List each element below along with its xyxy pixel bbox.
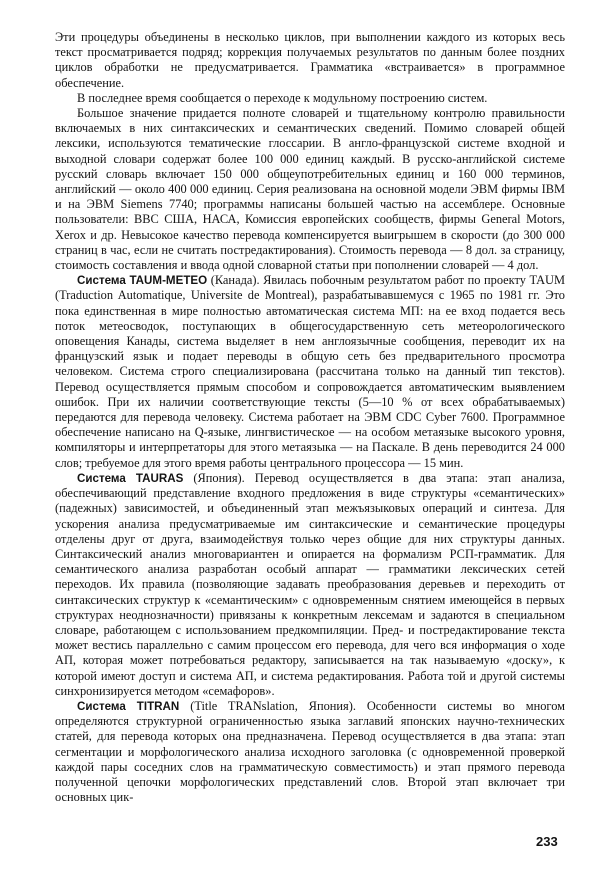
paragraph-text: (Title TRANslation, Япония). Особенности системы во многом определяются структурной ограниченностью языка заглавий японских научно-технических статей, для перевода которых она предназначена. Перевод осуществляется в два этапа: этап сегментации и морфологического анализа исходного заголовка (с одновременной проверкой каждой пары соседних слов на грамматическую совместимость) и этап прямого перевода полученной цепочки морфологических представлений слов. Второй этап включает три основных цик- bbox=[55, 698, 565, 805]
paragraph bbox=[55, 30, 565, 91]
paragraph-taum-meteo bbox=[55, 273, 565, 471]
page-number: 233 bbox=[536, 834, 558, 849]
body-text bbox=[55, 30, 565, 805]
system-title-tauras: Система TAURAS bbox=[77, 471, 184, 485]
paragraph-text: (Япония). Перевод осуществляется в два этапа: этап анализа, обеспечивающий представление входного предложения в виде структуры «семантических» (падежных) зависимостей, и объединенный этап межъязыковых операций и синтеза. Для ускорения анализа предусматриваемые им синтаксические и семантические процедуры отделены друг от друга, взаимодействуя только через общие для них структуры данных. Синтаксический анализ многовариантен и опирается на формализм РСП-грамматик. Для семантического анализа разработан особый аппарат — грамматики лексических сетей переходов. Их правила (позволяющие задавать преобразования деревьев и переходить от синтаксических структур к «семантическим» с одновременным снятием имеющейся в первых структурах неоднозначности) привязаны к конкретным лексемам и задаются в специальном словаре, работающем с использованием предкомпиляции. Пред- и постредактирование текста может вестись параллельно с самим процессом его перевода, для чего вся информация о ходе АП, которая может потребоваться редактору, записывается на так называемую «доску», к которой имеют доступ и система АП, и система редактирования. Работа той и другой системы синхронизируется методом «семафоров». bbox=[55, 470, 565, 698]
system-title-titran: Система TITRAN bbox=[77, 699, 180, 713]
paragraph-text: Эти процедуры объединены в несколько циклов, при выполнении каждого из которых весь текст просматривается подряд; коррекция получаемых результатов по данным более поздних циклов обработки не предусматривается. Грамматика «встраивается» в программное обеспечение. bbox=[55, 30, 565, 90]
paragraph-text: В последнее время сообщается о переходе к модульному построению систем. bbox=[77, 90, 488, 105]
system-title-taum-meteo: Система TAUM-METEO bbox=[77, 274, 208, 288]
paragraph bbox=[55, 91, 565, 106]
paragraph-text: Большое значение придается полноте словарей и тщательному контролю правильности включаемых в них синтаксических и семантических сведений. Помимо словарей общей лексики, используются тематические глоссарии. В англо-французской системе входной и выходной словари содержат более 100 000 единиц каждый. В русско-английской системе русский словарь включает 150 000 общеупотребительных единиц и 160 000 терминов, английский — около 400 000 единиц. Серия реализована на основной модели ЭВМ фирмы IBM и на ЭВМ Siemens 7740; программы написаны большей частью на ассемблере. Основные пользователи: ВВС США, НАСА, Комиссия европейских сообществ, фирмы General Motors, Xerox и др. Невысокое качество перевода компенсируется выигрышем в скорости (до 300 000 страниц в час, если не считать постредактирования). Стоимость перевода — 8 дол. за страницу, стоимость составления и ввода одной словарной статьи при пополнении словарей — 4 дол. bbox=[55, 106, 565, 273]
paragraph-text: (Канада). Явилась побочным результатом работ по проекту TAUM (Traduction Automatique, Universite de Montreal), разрабатывавшемуся с 1965 по 1981 гг. Это пока единственная в мире полностью автоматическая система МП: на ее вход подается весь поток метеосводок, поступающих в общегосударственную сеть метеорологического оповещения Канады, система выделяет в нем англоязычные сообщения, переводит их на французский язык и подает переводы в общую сеть без предварительного просмотра человеком. Система строго специализирована (рассчитана только на данный тип текстов). Перевод осуществляется прямым способом и сопровождается автоматическим выявлением ошибок. При их наличии соответствующие тексты (5—10 % от всех обрабатываемых) передаются для перевода человеку. Система работает на ЭВМ CDC Cyber 7600. Программное обеспечение написано на Q-языке, лингвистическое — на особом метаязыке высокого уровня, компиляторы и интерпретаторы для этого метаязыка — на Паскале. В день переводится 24 000 слов; требуемое для этого время работы центрального процессора — 15 мин. bbox=[55, 273, 565, 470]
paragraph-tauras bbox=[55, 471, 565, 699]
paragraph-titran bbox=[55, 699, 565, 805]
paragraph bbox=[55, 106, 565, 273]
